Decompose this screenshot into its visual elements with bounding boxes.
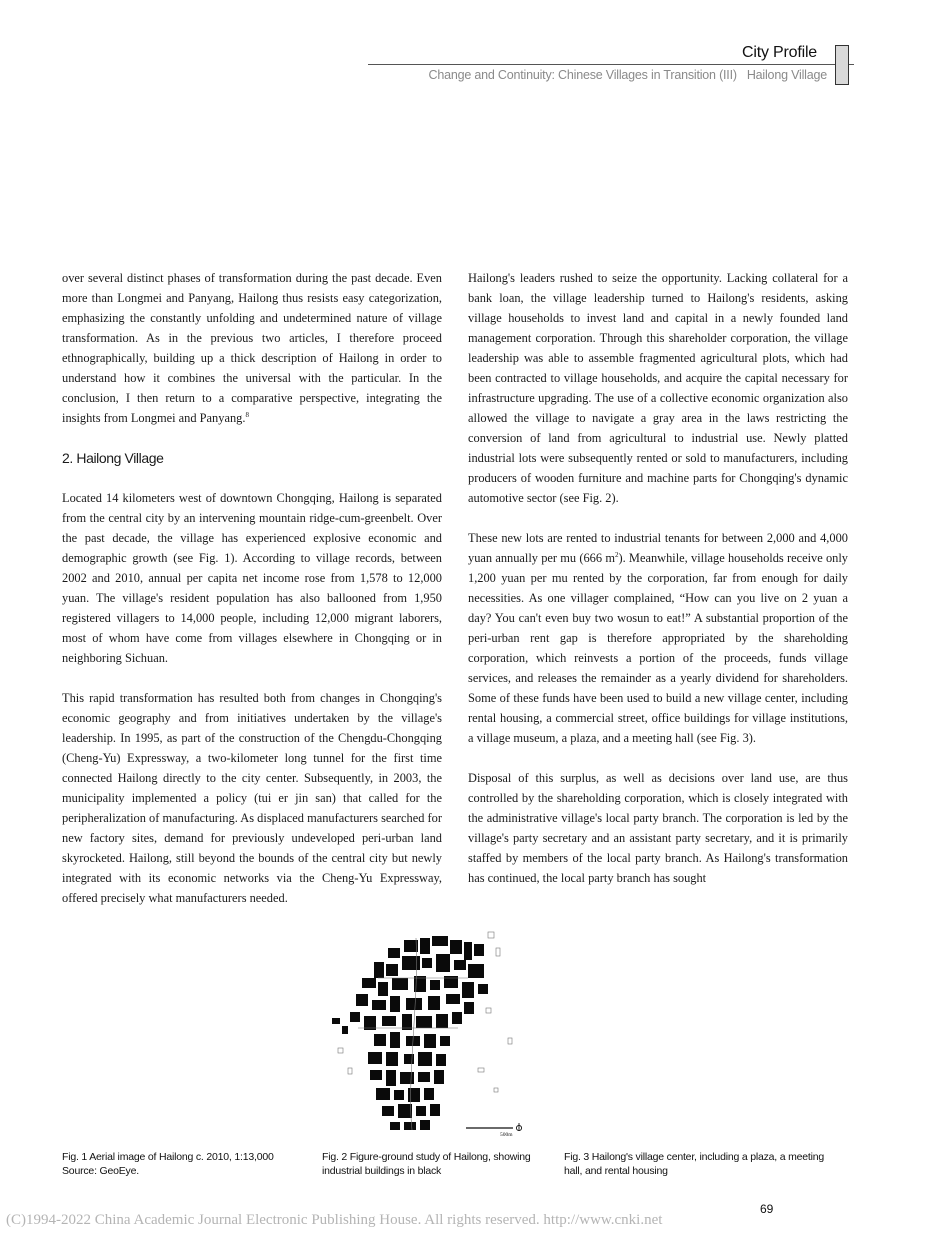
body-paragraph: over several distinct phases of transformation during the past decade. Even more than Longmei and Panyang, Hailong thus resists easy categorization, emphasizing the constantly unfolding and undetermined nature of village transformation. As in the previous two articles, I therefore proceed ethnographically, building up a thick description of Hailong in order to understand how it combines the universal with the particular. In the conclusion, I then return to a comparative perspective, integrating the insights from Longmei and Panyang.$^8$: [62, 271, 442, 425]
left-text-column: [62, 268, 442, 908]
figure-1-caption: Fig. 1 Aerial image of Hailong c. 2010, 1:13,000 Source: GeoEye.: [62, 1151, 274, 1177]
right-text-column: [468, 268, 848, 888]
page-tab-marker: [835, 45, 849, 85]
series-title: Change and Continuity: Chinese Villages in Transition (III): [428, 68, 737, 82]
body-paragraph: Disposal of this surplus, as well as decisions over land use, are thus controlled by the shareholding corporation, which is closely integrated with the administrative village's local party branch. The corporation is led by the village's party secretary and an assistant party secretary, and it is primarily staffed by members of the local party branch. As Hailong's transformation has continued, the local party branch has sought: [468, 771, 848, 885]
page-number: 69: [760, 1202, 774, 1216]
body-paragraph: This rapid transformation has resulted both from changes in Chongqing's economic geography and from initiatives undertaken by the village's leadership. In 1995, as part of the construction of the Chengdu-Chongqing (Cheng-Yu) Expressway, a two-kilometer long tunnel for the first time connected Hailong directly to the city center. Subsequently, in 2003, the municipality implemented a policy (tui er jin san) that called for the peripheralization of manufacturing. As displaced manufacturers searched for new factory sites, demand for previously undeveloped peri-urban land skyrocketed. Hailong, still beyond the bounds of the central city but newly integrated with its economic networks via the Cheng-Yu Expressway, offered precisely what manufacturers needed.: [62, 691, 442, 905]
figure-ground-map-image: [318, 918, 543, 1140]
section-heading: 2. Hailong Village: [62, 450, 164, 466]
body-paragraph: Hailong's leaders rushed to seize the opportunity. Lacking collateral for a bank loan, the village leadership turned to Hailong's residents, asking village households to invest land and capital in a newly founded land management corporation. Through this shareholder corporation, the village leadership was able to assemble fragmented agricultural plots, which had been contracted to village households, and acquire the capital necessary for infrastructure upgrading. The use of a collective economic organization also allowed the village to navigate a gray area in the laws restricting the conversion of land from agricultural to industrial use. Newly platted industrial lots were subsequently rented or sold to manufacturers, including producers of wooden furniture and machine parts for Chongqing's dynamic automotive sector (see Fig. 2).: [468, 271, 848, 505]
scale-bar-label: 500m: [500, 1132, 513, 1138]
footnote-ref: 8: [245, 410, 249, 419]
body-paragraph: These new lots are rented to industrial tenants for between 2,000 and 4,000 yuan annually per mu (666 $m^2$). Meanwhile, village households receive only 1,200 yuan per mu rented by the corporation, far from enough for daily necessities. As one villager complained, “How can you live on 2 yuan a day? You can't even buy two wosun to eat!” A substantial proportion of the peri-urban rent gap is therefore appropriated by the shareholding corporation, which reinvests a portion of the proceeds, funds village services, and releases the remainder as a yearly dividend for shareholders. Some of these funds have been used to build a new village center, including rental housing, a commercial street, office buildings for village institutions, a village museum, a plaza, and a meeting hall (see Fig. 3).: [468, 531, 848, 745]
copyright-watermark: (C)1994-2022 China Academic Journal Electronic Publishing House. All rights reserved. http://www.cnki.net: [6, 1212, 663, 1228]
article-village-name: Hailong Village: [746, 68, 827, 82]
journal-series-subtitle: [429, 68, 827, 82]
body-paragraph: Located 14 kilometers west of downtown Chongqing, Hailong is separated from the central city by an intervening mountain ridge-cum-greenbelt. Over the past decade, the village has experienced explosive economic and demographic growth (see Fig. 1). According to village records, between 2002 and 2010, annual per capita net income rose from 1,578 to 12,000 yuan. The village's resident population has also ballooned from 1,950 registered villagers to 14,000 people, including 12,000 migrant laborers, most of whom have come from villages elsewhere in Chongqing or in neighboring Sichuan.: [62, 491, 442, 665]
figure-ground-map: [318, 918, 543, 1140]
journal-section-title: City Profile: [742, 44, 817, 61]
figure-2-caption: Fig. 2 Figure-ground study of Hailong, showing industrial buildings in black: [322, 1151, 531, 1177]
header-rule: [368, 64, 854, 65]
superscript: 2: [614, 550, 619, 559]
figure-3-caption: Fig. 3 Hailong's village center, including a plaza, a meeting hall, and rental housing: [564, 1151, 825, 1177]
